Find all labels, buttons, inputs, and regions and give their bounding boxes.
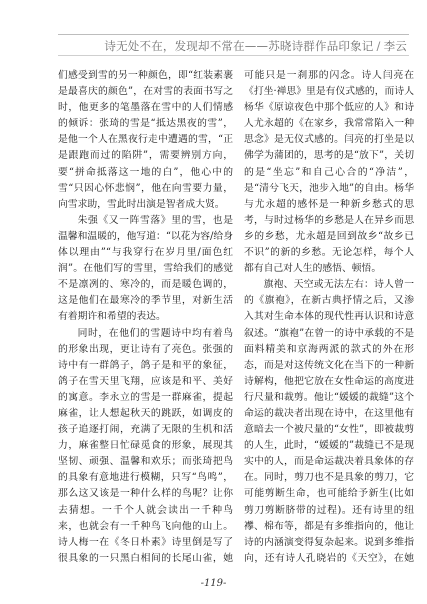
paragraph: 朱强《又一阵雪落》里的雪，也是温馨和温暖的，他写道：“以花为容/给身体以理由”“与我穿行在岁月里/面色红润”。在他们写的雪里，雪给我们的感觉不是凛冽的、寒冷的，而是暖色调的，这是他们在最寒冷的季节里，对新生活有着期许和希望的表达。 xyxy=(58,214,233,323)
page-number: -119- xyxy=(200,578,227,589)
right-column xyxy=(244,68,414,568)
article-title: 诗无处不在，发现却不常在——苏晓诗群作品印象记 xyxy=(104,39,374,53)
paragraph: 旗袍、天空或无法左右：诗人曾一的《旗袍》，在新古典抒情之后，又渗入其对生命本体的现代性再认识和诗意叙述。“旗袍”在曾一的诗中承载的不是面料精美和京海两派的款式的外在形态，而是对这传统文化在当下的一种新诗解构，他把它放在女性命运的高度进行尺量和裁剪。他让“媛媛的裁缝”这个命运的裁决者出现在诗中，在这里他有意暗去一个被尺量的“女性”，即被裁剪的人生，此时，“媛媛的”裁缝已不是现实中的人，而是命运裁决着具象体的存在。同时，剪刀也不是具象的剪刀，它可能剪断生命，也可能给予新生(比如剪刀剪断脐带的过程)。还有诗里的纽襻、棉布等，都是有多维指向的，他让诗的内涵演变得复杂起来。说到多维指向，还有诗人孔晓岩的《天空》，在她 xyxy=(244,279,414,564)
running-header xyxy=(0,0,427,62)
paragraph: 可能只是一刹那的闪念。诗人闫亮在《打坐·禅思》里是有仪式感的，而诗人杨华《原谅夜色中那个低应的人》和诗人尤永超的《在家乡，我常常陷入一种思念》是无仪式感的。闫亮的打坐是以佛学为蒲团的，思考的是“放下”，关切的是“坐忘”和自己心合的“净洁”，是“清兮飞天，池步入地”的自由。杨华与尤永超的感怀是一种新乡愁式的思考，与时过杨华的乡愁是人在异乡而思乡的乡愁，尤永超是回到故乡“故乡已不识”的新的乡愁。无论怎样，每个人都有自己对人生的感悟、顿悟。 xyxy=(244,70,414,275)
left-column xyxy=(58,68,233,568)
header-rule-top xyxy=(58,34,409,35)
header-rule-bottom xyxy=(58,55,409,56)
paragraph: 同时，在他们的雪题诗中均有着鸟的形象出现，更让诗有了亮色。张强的诗中有一群鸽子，鸽子是和平的象征，鸽子在雪天里飞翔，应该是和平、美好的寓意。李永立的雪是一群麻雀，提起麻雀，让人想起秋天的跳跃，如调皮的孩子追逐打闹，充满了无限的生机和活力，麻雀整日忙碌觅食的形象，展现其坚韧、顽强、温馨和欢乐；而张琦把鸟的具象有意地进行模糊，只写“鸟鸣”，那么这又该是一种什么样的鸟呢？让你去猜想。一千个人就会读出一千种鸟来，也就会有一千种鸟飞向他的山上。诗人梅一在《冬日朴素》诗里倒是写了很具象的一只黑白相间的长尾山雀，她 xyxy=(58,327,233,564)
author-name: 李云 xyxy=(383,39,407,53)
header-title xyxy=(104,38,407,54)
paragraph: 们感受到雪的另一种颜色，即“红装素裹是最喜庆的颜色”，在对雪的表面书写之时，他更多的笔墨落在雪中的人们情感的倾诉：张琦的雪是“抵达黑夜的雪”，是他一个人在黑夜行走中遭遇的雪，“正是跟跑而过的陷阱”，需要辨别方向，要“拼命抵落这一地的白”，他心中的雪“只因心怀悲悯”，他在向雪要力量，向雪求助，雪此时出演是智者成大贤。 xyxy=(58,70,233,210)
title-separator: / xyxy=(376,39,381,53)
